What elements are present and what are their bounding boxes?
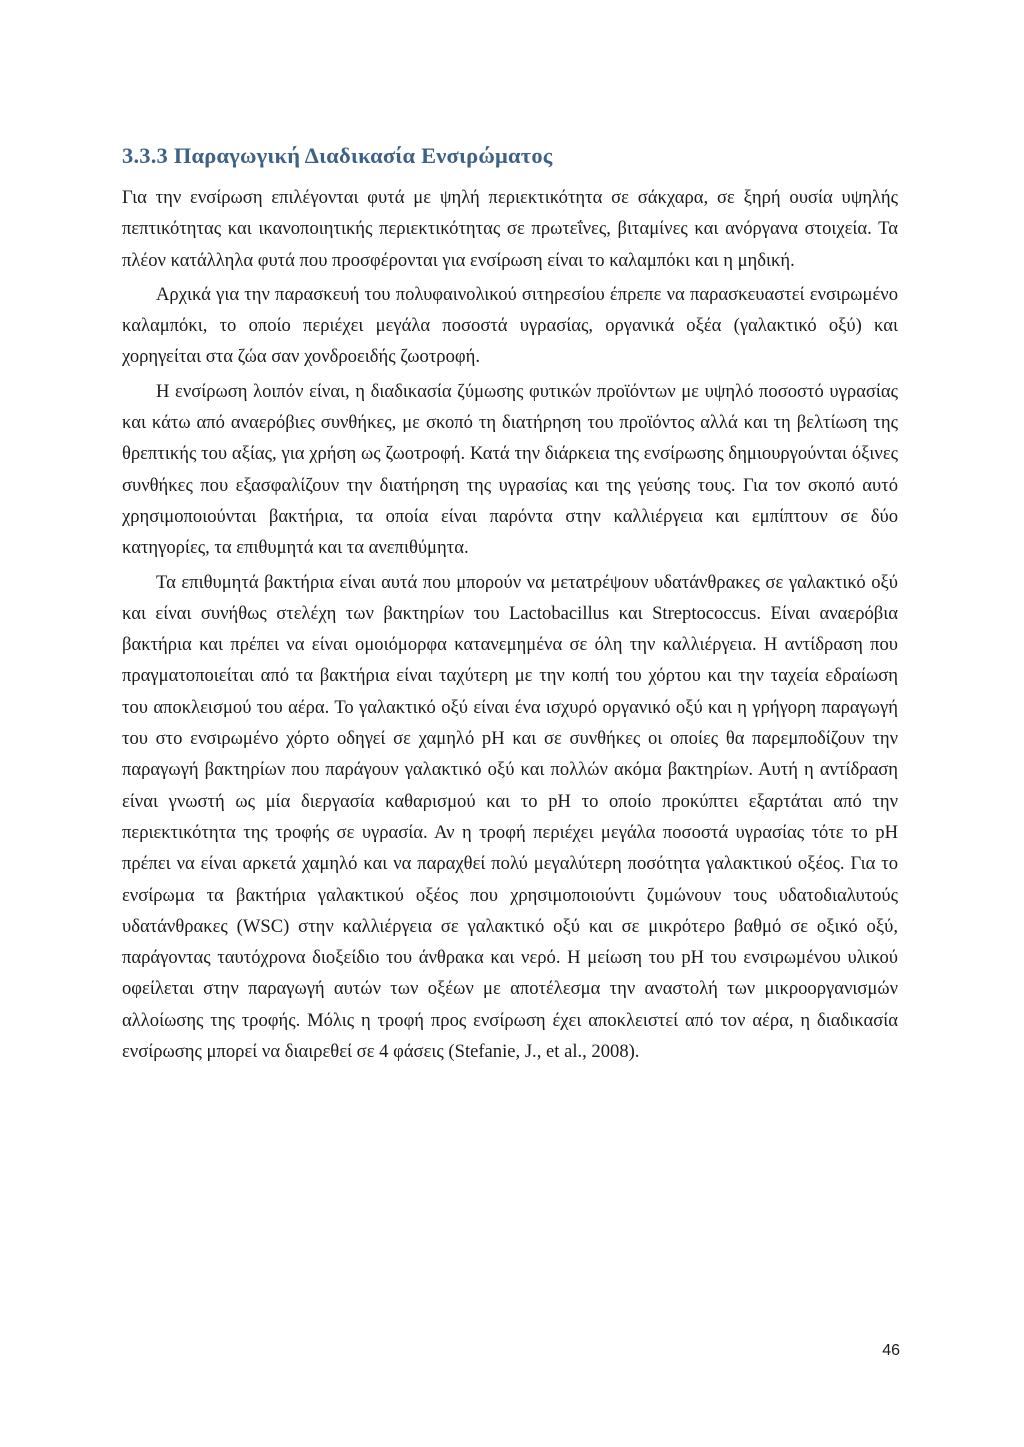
paragraph-2: Αρχικά για την παρασκευή του πολυφαινολικού σιτηρεσίου έπρεπε να παρασκευαστεί ενσιρωμένο καλαμπόκι, το οποίο περιέχει μεγάλα ποσοστά υγρασίας, οργανικά οξέα (γαλακτικό οξύ) και χορηγείται στα ζώα σαν χονδροειδής ζωοτροφή. — [122, 283, 898, 368]
page-number: 46 — [882, 1342, 900, 1359]
document-page — [122, 140, 898, 1067]
paragraph-3: Η ενσίρωση λοιπόν είναι, η διαδικασία ζύμωσης φυτικών προϊόντων με υψηλό ποσοστό υγρασίας και κάτω από αναερόβιες συνθήκες, με σκοπό τη διατήρηση του προϊόντος αλλά και τη βελτίωση της θρεπτικής του αξίας, για χρήση ως ζωοτροφή. Κατά την διάρκεια της ενσίρωσης δημιουργούνται όξινες συνθήκες που εξασφαλίζουν την διατήρηση της υγρασίας και της γεύσης τους. Για τον σκοπό αυτό χρησιμοποιούνται βακτήρια, τα οποία είναι παρόντα στην καλλιέργεια και εμπίπτουν σε δύο κατηγορίες, τα επιθυμητά και τα ανεπιθύμητα. — [122, 380, 898, 559]
section-heading: 3.3.3 Παραγωγική Διαδικασία Ενσιρώματος — [122, 143, 553, 168]
paragraph-4: Τα επιθυμητά βακτήρια είναι αυτά που μπορούν να μετατρέψουν υδατάνθρακες σε γαλακτικό οξύ και είναι συνήθως στελέχη των βακτηρίων του Lactobacillus και Streptococcus. Είναι αναερόβια βακτήρια και πρέπει να είναι ομοιόμορφα κατανεμημένα σε όλη την καλλιέργεια. Η αντίδραση που πραγματοποιείται από τα βακτήρια είναι ταχύτερη με την κοπή του χόρτου και την ταχεία εδραίωση του αποκλεισμού του αέρα. Το γαλακτικό οξύ είναι ένα ισχυρό οργανικό οξύ και η γρήγορη παραγωγή του στο ενσιρωμένο χόρτο οδηγεί σε χαμηλό pH και σε συνθήκες οι οποίες θα παρεμποδίζουν την παραγωγή βακτηρίων που παράγουν γαλακτικό οξύ και πολλών ακόμα βακτηρίων. Αυτή η αντίδραση είναι γνωστή ως μία διεργασία καθαρισμού και το pH το οποίο προκύπτει εξαρτάται από την περιεκτικότητα της τροφής σε υγρασία. Αν η τροφή περιέχει μεγάλα ποσοστά υγρασίας τότε το pH πρέπει να είναι αρκετά χαμηλό και να παραχθεί πολύ μεγαλύτερη ποσότητα γαλακτικού οξέος. Για το ενσίρωμα τα βακτήρια γαλακτικού οξέος που χρησιμοποιούντι ζυμώνουν τους υδατοδιαλυτούς υδατάνθρακες (WSC) στην καλλιέργεια σε γαλακτικό οξύ και σε μικρότερο βαθμό σε οξικό οξύ, παράγοντας ταυτόχρονα διοξείδιο του άνθρακα και νερό. Η μείωση του pH του ενσιρωμένου υλικού οφείλεται στην παραγωγή αυτών των οξέων με αποτέλεσμα την αναστολή των μικροοργανισμών αλλοίωσης της τροφής. Μόλις η τροφή προς ενσίρωση έχει αποκλειστεί από τον αέρα, η διαδικασία ενσίρωσης μπορεί να διαιρεθεί σε 4 φάσεις (Stefanie, J., et al., 2008). — [122, 571, 898, 1063]
paragraph-1: Για την ενσίρωση επιλέγονται φυτά με ψηλή περιεκτικότητα σε σάκχαρα, σε ξηρή ουσία υψηλής πεπτικότητας και ικανοποιητικής περιεκτικότητας σε πρωτεΐνες, βιταμίνες και ανόργανα στοιχεία. Τα πλέον κατάλληλα φυτά που προσφέρονται για ενσίρωση είναι το καλαμπόκι και η μηδική. — [122, 187, 898, 271]
